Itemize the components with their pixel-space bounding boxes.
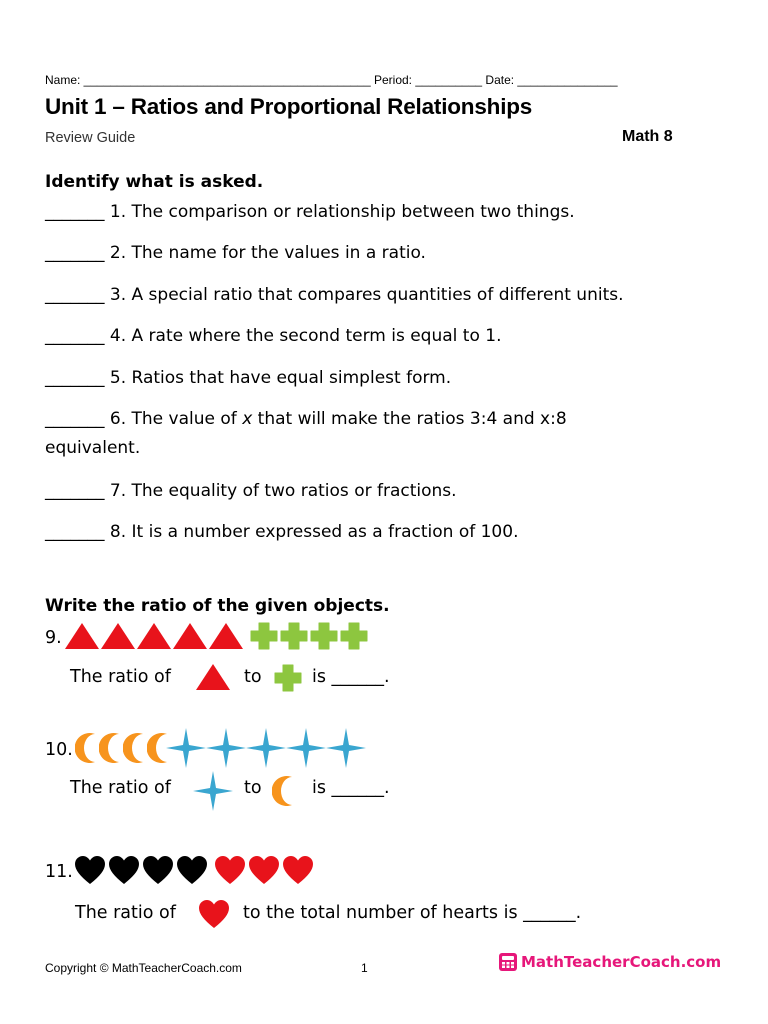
- green-cross-icon: [274, 664, 302, 692]
- question-9-text-b: to: [244, 667, 262, 687]
- red-heart-icon: [198, 899, 230, 929]
- question-10-text-c: is ______.: [312, 778, 390, 798]
- name-period-date-line: Name: ___________________________________________ Period: __________ Date: _______________: [45, 73, 618, 87]
- question-11-number: 11.: [45, 862, 73, 882]
- question-9-shapes: [45, 622, 368, 650]
- question-4: _______ 4. A rate where the second term is equal to 1.: [45, 326, 502, 346]
- red-triangle-icon: [194, 663, 232, 691]
- red-heart-icon: [282, 855, 314, 885]
- question-11-text-b: to the total number of hearts is ______.: [243, 903, 582, 923]
- blue-star-icon: [192, 770, 234, 812]
- blue-star-icon: [325, 727, 367, 769]
- orange-moon-icon: [99, 732, 123, 764]
- orange-moon-icon: [272, 775, 296, 807]
- question-6-variable: x: [242, 409, 253, 429]
- green-cross-icon: [340, 622, 368, 650]
- page-subtitle: Review Guide: [45, 130, 136, 146]
- question-6-lead: _______ 6. The value of: [45, 409, 237, 429]
- calculator-icon: [499, 953, 517, 971]
- blue-star-icon: [205, 727, 247, 769]
- page-title: Unit 1 – Ratios and Proportional Relationships: [45, 94, 533, 119]
- green-cross-icon: [310, 622, 338, 650]
- green-cross-icon: [250, 622, 278, 650]
- black-heart-icon: [176, 855, 208, 885]
- red-triangle-icon: [208, 622, 244, 650]
- question-10-shapes: [45, 727, 367, 769]
- green-cross-icon: [280, 622, 308, 650]
- course-label: Math 8: [622, 128, 673, 145]
- question-11-text-a: The ratio of: [75, 903, 176, 923]
- black-heart-icon: [108, 855, 140, 885]
- question-10-number: 10.: [45, 740, 73, 760]
- question-6-continuation: equivalent.: [45, 438, 141, 458]
- red-triangle-icon: [100, 622, 136, 650]
- question-6-rest: that will make the ratios 3:4 and x:8: [252, 409, 567, 429]
- red-triangle-icon: [64, 622, 100, 650]
- question-9-text-a: The ratio of: [70, 667, 171, 687]
- red-heart-icon: [214, 855, 246, 885]
- question-10-text-a: The ratio of: [70, 778, 171, 798]
- question-1: _______ 1. The comparison or relationship between two things.: [45, 202, 575, 222]
- question-7: _______ 7. The equality of two ratios or fractions.: [45, 481, 457, 501]
- red-heart-icon: [248, 855, 280, 885]
- question-10-text-b: to: [244, 778, 262, 798]
- black-heart-icon: [142, 855, 174, 885]
- page-number: 1: [361, 961, 368, 975]
- red-triangle-icon: [172, 622, 208, 650]
- question-8: _______ 8. It is a number expressed as a fraction of 100.: [45, 522, 519, 542]
- orange-moon-icon: [123, 732, 147, 764]
- question-9-text-c: is ______.: [312, 667, 390, 687]
- section-heading-write-ratio: Write the ratio of the given objects.: [45, 596, 390, 616]
- blue-star-icon: [245, 727, 287, 769]
- orange-moon-icon: [75, 732, 99, 764]
- question-11-shapes: [45, 855, 314, 885]
- blue-star-icon: [165, 727, 207, 769]
- brand-logo: [499, 953, 721, 971]
- red-triangle-icon: [136, 622, 172, 650]
- question-3: _______ 3. A special ratio that compares quantities of different units.: [45, 285, 624, 305]
- question-9-number: 9.: [45, 628, 62, 648]
- question-6: [45, 409, 567, 429]
- question-9-sentence: [70, 667, 171, 687]
- question-2: _______ 2. The name for the values in a ratio.: [45, 243, 426, 263]
- section-heading-identify: Identify what is asked.: [45, 172, 264, 192]
- copyright: Copyright © MathTeacherCoach.com: [45, 961, 242, 975]
- question-5: _______ 5. Ratios that have equal simplest form.: [45, 368, 452, 388]
- blue-star-icon: [285, 727, 327, 769]
- brand-name: MathTeacherCoach.com: [521, 953, 722, 971]
- black-heart-icon: [74, 855, 106, 885]
